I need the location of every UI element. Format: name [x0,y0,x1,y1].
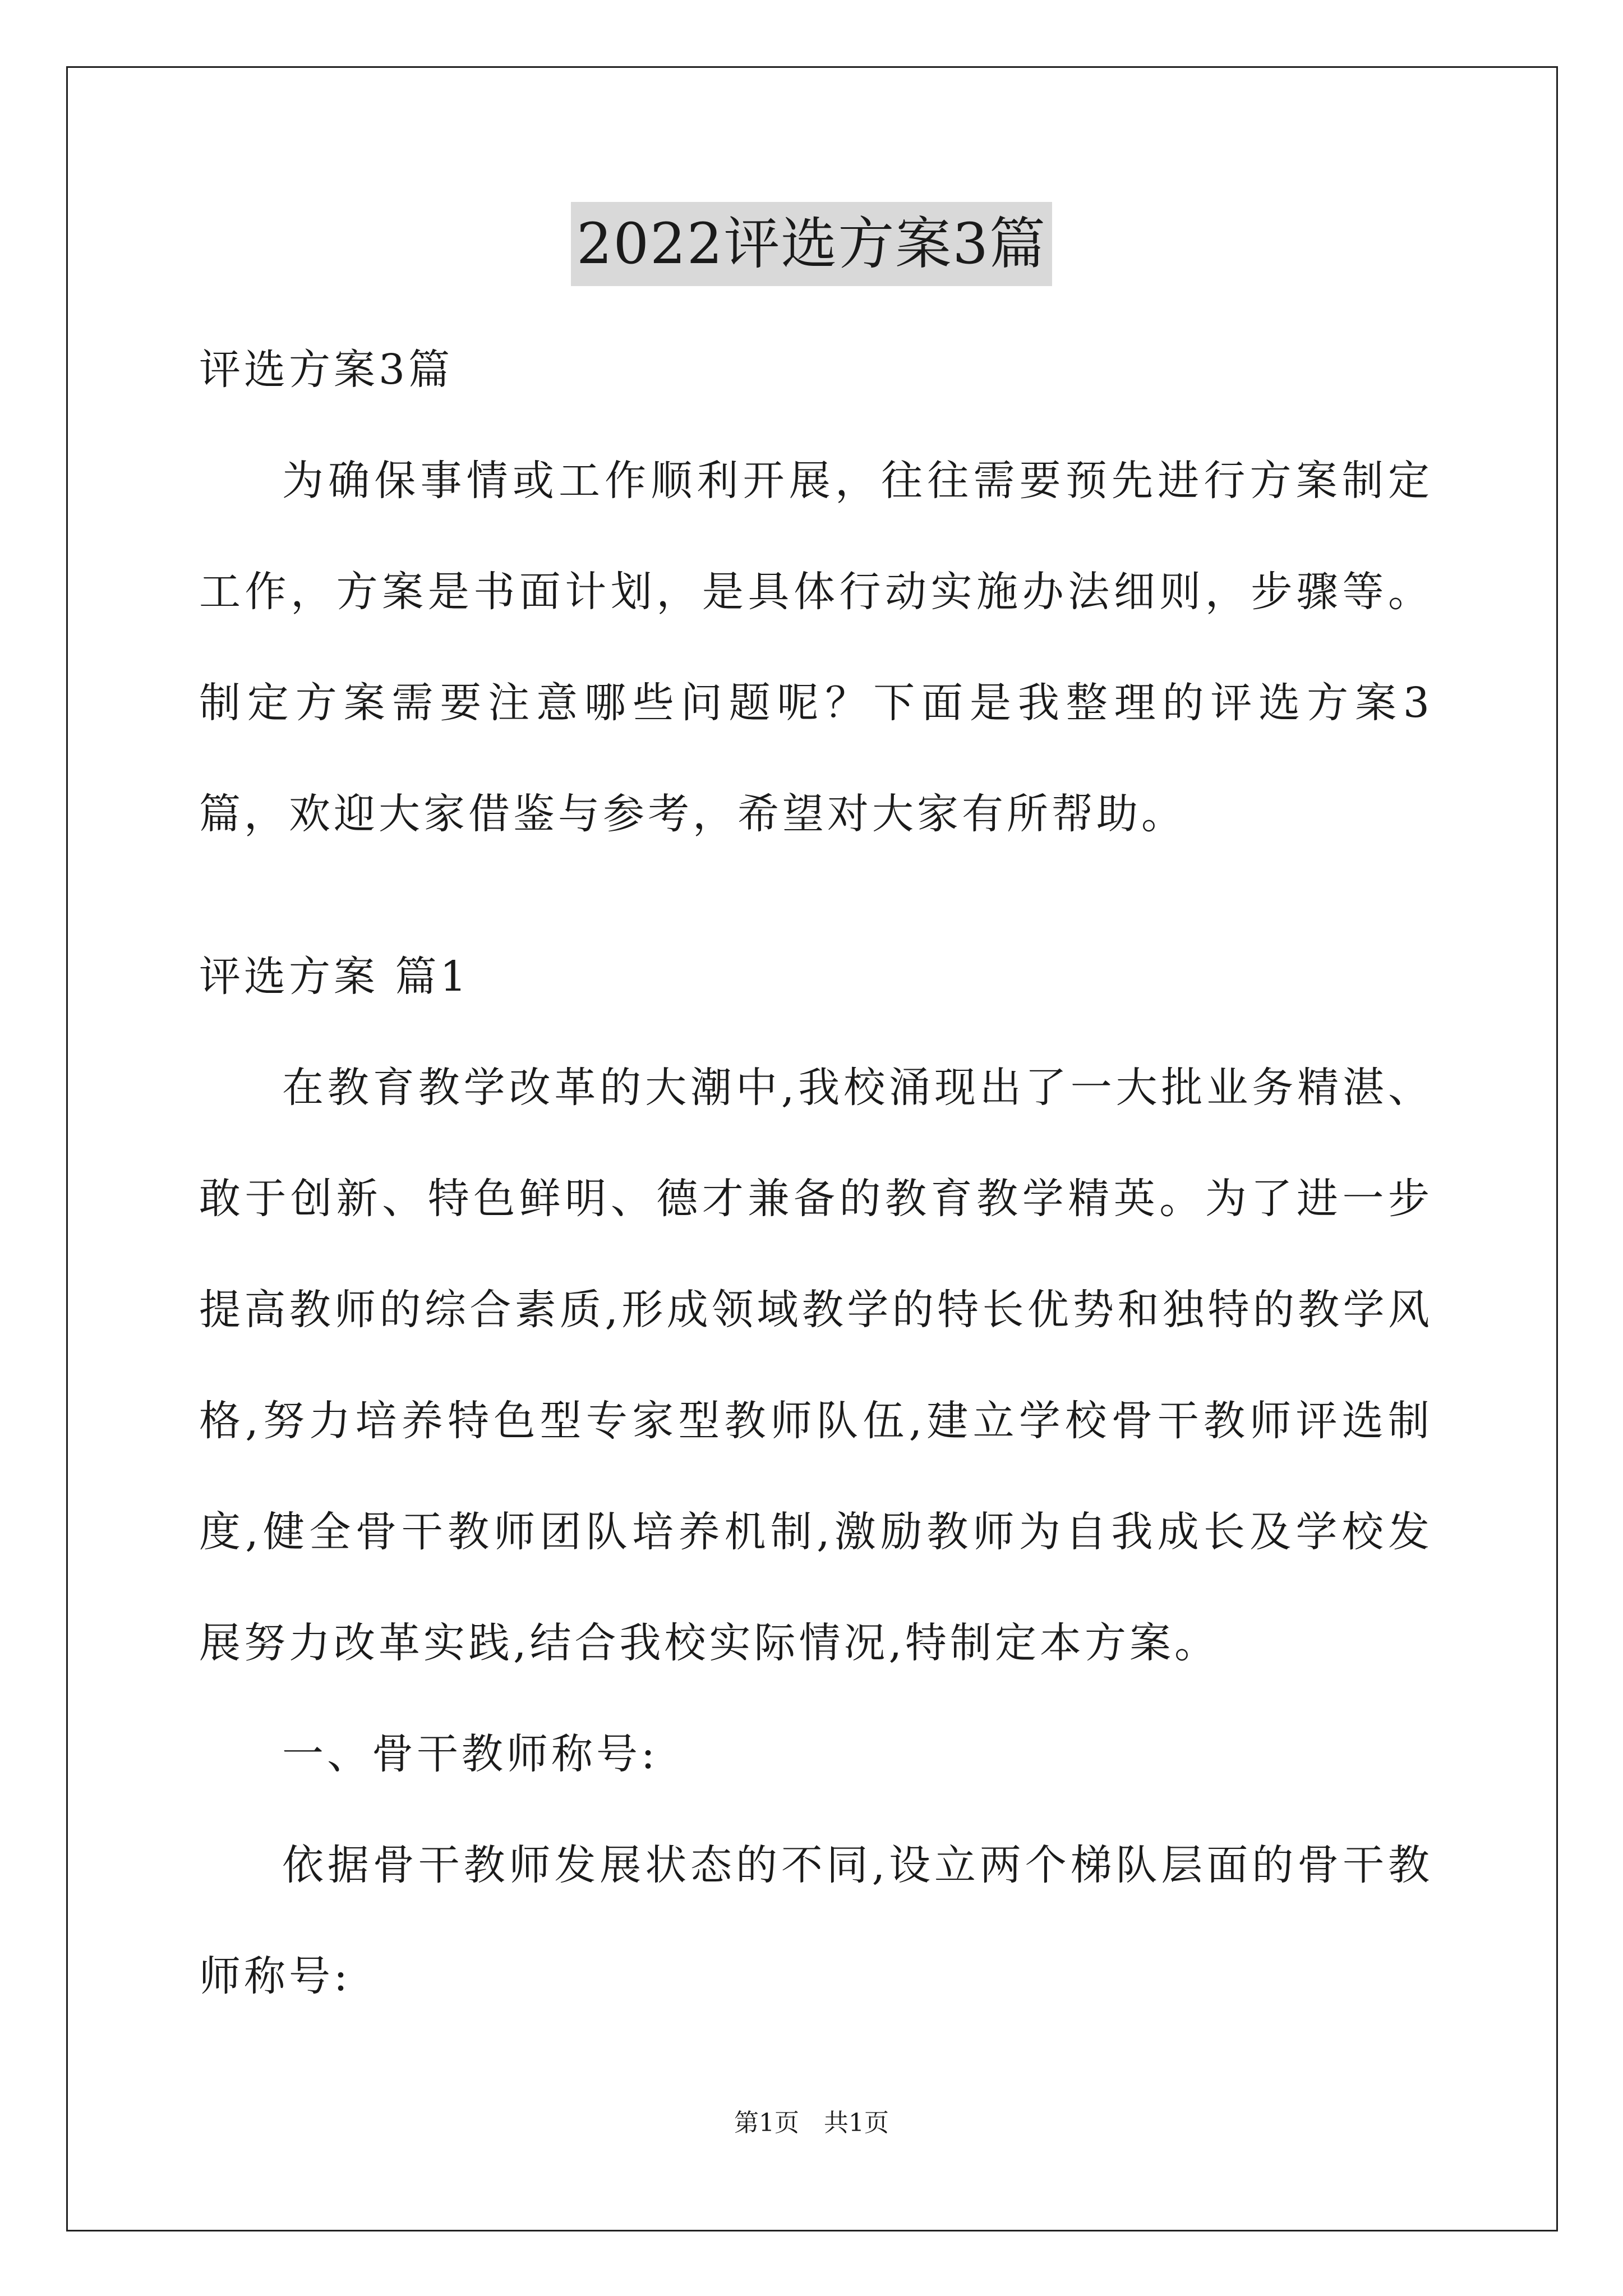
section-heading: 评选方案 篇1 [199,953,470,1001]
item-heading: 一、骨干教师称号: [282,1730,658,1778]
title-wrap [0,202,1623,286]
document-subtitle: 评选方案3篇 [199,346,454,394]
body-paragraph-2: 依据骨干教师发展状态的不同,设立两个梯队层面的骨干教师称号: [199,1841,1433,2000]
document-body [199,314,1433,2032]
document-title: 2022评选方案3篇 [571,202,1052,286]
intro-paragraph: 为确保事情或工作顺利开展，往往需要预先进行方案制定工作，方案是书面计划，是具体行动实施办法细则，步骤等。制定方案需要注意哪些问题呢？下面是我整理的评选方案3篇，欢迎大家借鉴与参考，希望对大家有所帮助。 [199,457,1433,838]
page-footer: 第1页 共1页 [734,2109,889,2137]
body-paragraph-1: 在教育教学改革的大潮中,我校涌现出了一大批业务精湛、敢于创新、特色鲜明、德才兼备的教育教学精英。为了进一步提高教师的综合素质,形成领域教学的特长优势和独特的教学风格,努力培养特色型专家型教师队伍,建立学校骨干教师评选制度,健全骨干教师团队培养机制,激励教师为自我成长及学校发展努力改革实践,结合我校实际情况,特制定本方案。 [199,1064,1433,1667]
